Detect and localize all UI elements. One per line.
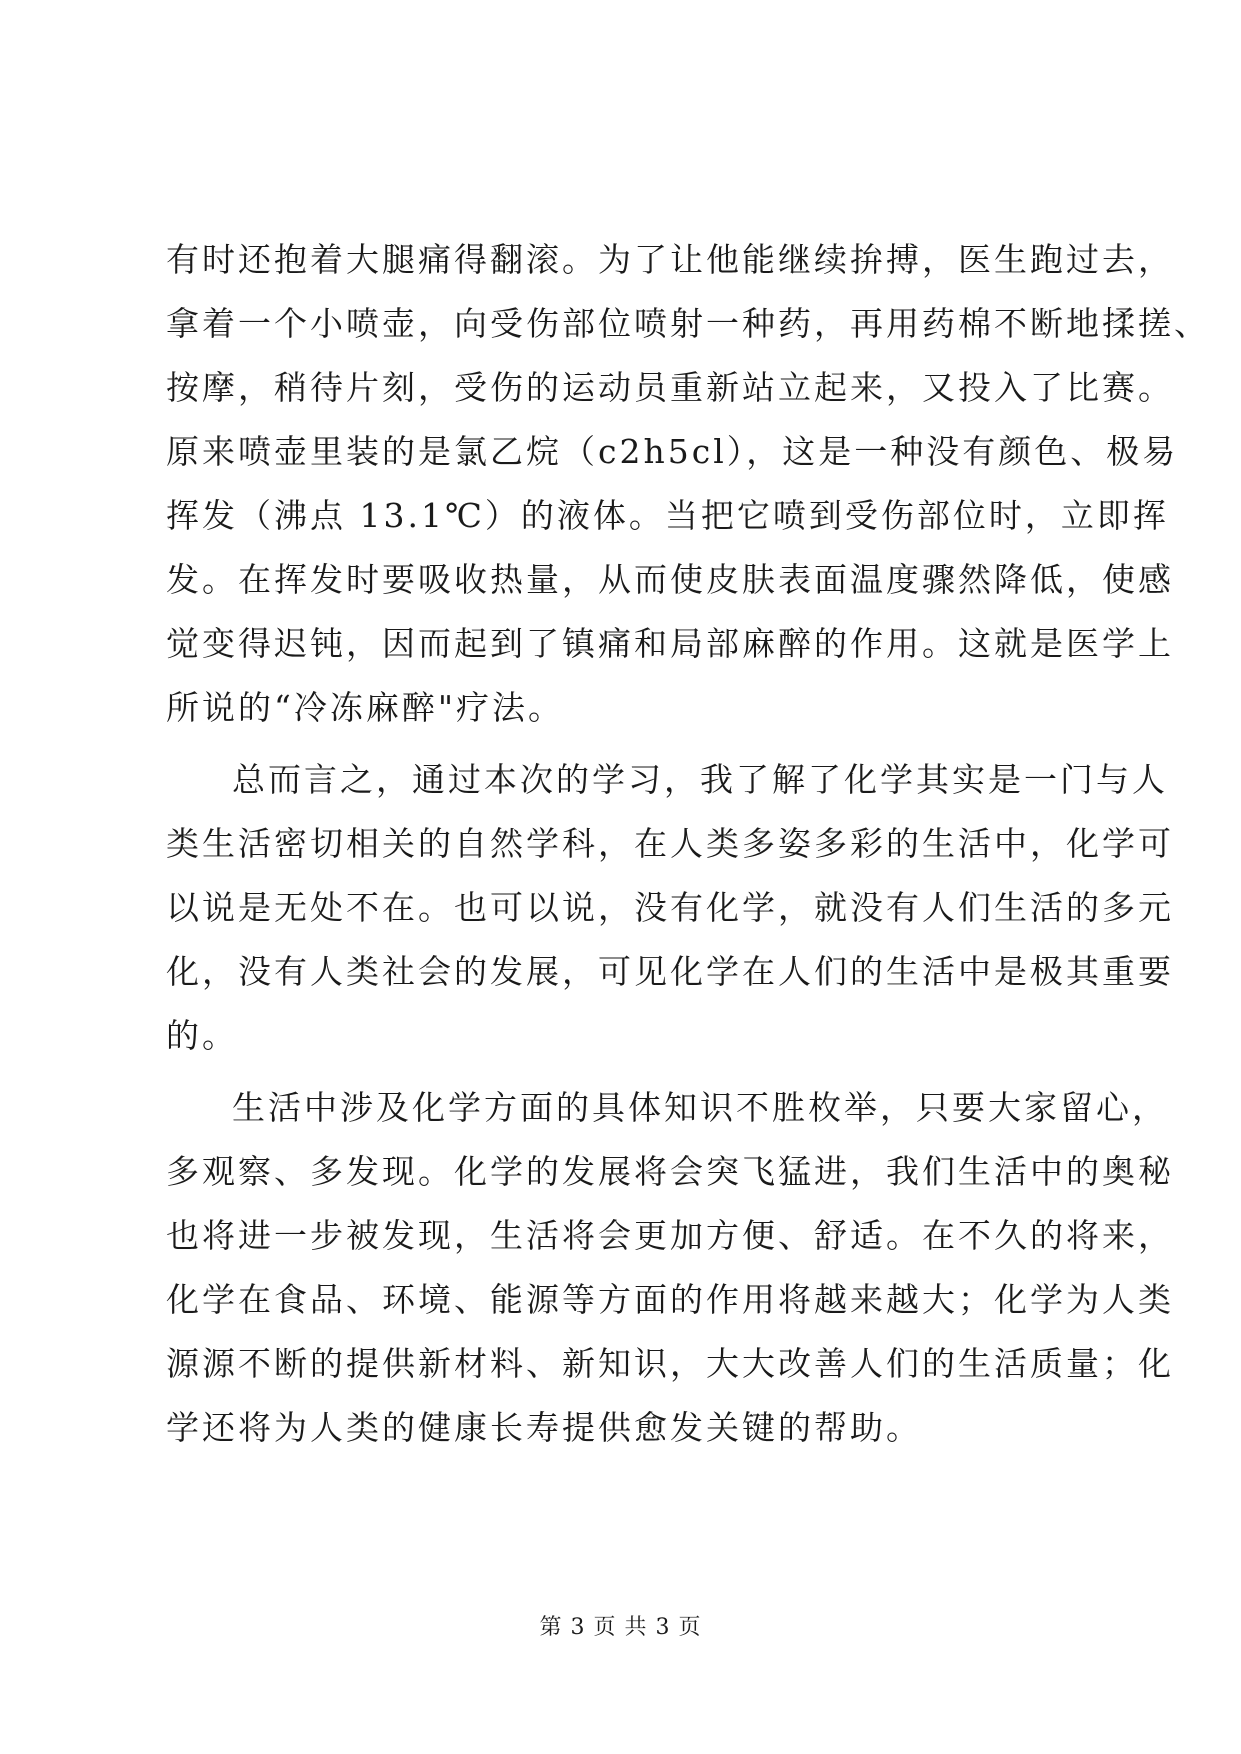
page-number-footer: 第 3 页 共 3 页 xyxy=(539,1615,702,1640)
text-line: 挥发（沸点 13.1℃）的液体。当把它喷到受伤部位时，立即挥 xyxy=(166,496,1169,535)
text-line: 拿着一个小喷壶，向受伤部位喷射一种药，再用药棉不断地揉搓、 xyxy=(166,304,1210,343)
text-line: 类生活密切相关的自然学科，在人类多姿多彩的生活中，化学可 xyxy=(166,824,1174,863)
text-line: 化，没有人类社会的发展，可见化学在人们的生活中是极其重要 xyxy=(166,952,1174,991)
paragraph-gap xyxy=(166,1068,1086,1076)
text-line: 以说是无处不在。也可以说，没有化学，就没有人们生活的多元 xyxy=(166,888,1174,927)
text-line: 生活中涉及化学方面的具体知识不胜枚举，只要大家留心， xyxy=(232,1088,1168,1127)
text-line: 源源不断的提供新材料、新知识，大大改善人们的生活质量；化 xyxy=(166,1344,1174,1383)
text-line: 所说的“冷冻麻醉"疗法。 xyxy=(166,688,565,727)
paragraph xyxy=(166,748,1174,1068)
document-body xyxy=(166,228,1210,1460)
text-line: 化学在食品、环境、能源等方面的作用将越来越大；化学为人类 xyxy=(166,1280,1174,1319)
text-line: 有时还抱着大腿痛得翻滚。为了让他能继续拚搏，医生跑过去， xyxy=(166,240,1174,279)
text-line: 多观察、多发现。化学的发展将会突飞猛进，我们生活中的奥秘 xyxy=(166,1152,1174,1191)
text-line: 按摩，稍待片刻，受伤的运动员重新站立起来，又投入了比赛。 xyxy=(166,368,1174,407)
text-line: 的。 xyxy=(166,1016,238,1055)
paragraph-gap xyxy=(166,740,1086,748)
text-line: 觉变得迟钝，因而起到了镇痛和局部麻醉的作用。这就是医学上 xyxy=(166,624,1174,663)
text-line: 也将进一步被发现，生活将会更加方便、舒适。在不久的将来， xyxy=(166,1216,1174,1255)
text-line: 总而言之，通过本次的学习，我了解了化学其实是一门与人 xyxy=(232,760,1168,799)
text-line: 发。在挥发时要吸收热量，从而使皮肤表面温度骤然降低，使感 xyxy=(166,560,1174,599)
paragraph xyxy=(166,1076,1174,1460)
text-line: 原来喷壶里装的是氯乙烷（c2h5cl），这是一种没有颜色、极易 xyxy=(166,432,1179,471)
text-line: 学还将为人类的健康长寿提供愈发关键的帮助。 xyxy=(166,1408,922,1447)
paragraph xyxy=(166,228,1210,740)
